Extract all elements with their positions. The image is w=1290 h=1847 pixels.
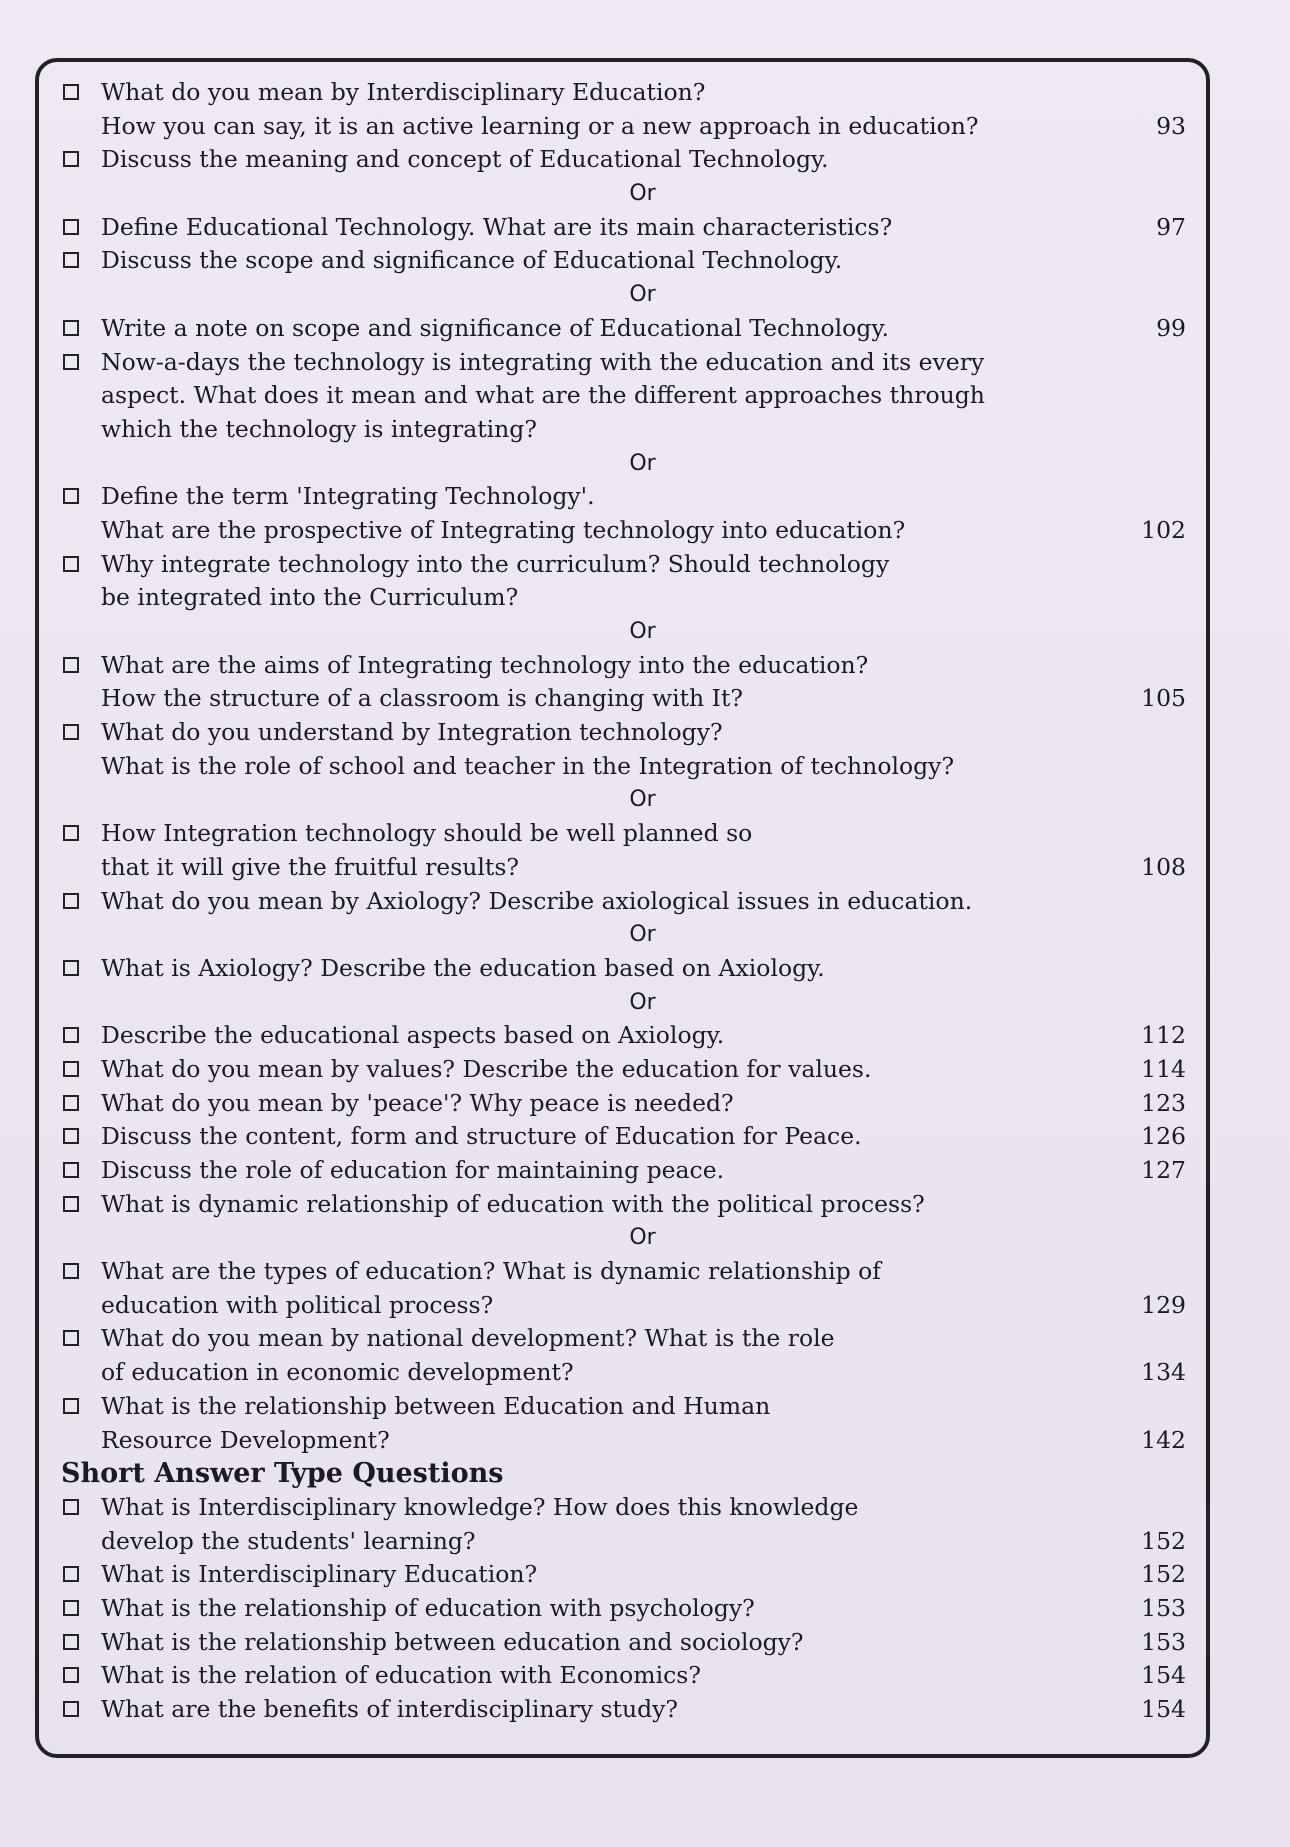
checkbox-square-icon: [63, 1566, 79, 1582]
toc-page-number: 112: [1141, 1021, 1186, 1050]
or-separator: Or: [629, 450, 656, 476]
toc-question-row: [59, 885, 1186, 919]
checkbox-square-icon: [63, 84, 79, 100]
toc-continuation-row: [59, 851, 1186, 885]
toc-question-row: [59, 244, 1186, 278]
toc-question-row: [59, 716, 1186, 750]
toc-entry-text: What do you mean by national development? What is the role: [101, 1324, 835, 1353]
toc-question-row: [59, 1626, 1186, 1660]
section-heading-short-answer: Short Answer Type Questions: [61, 1458, 504, 1490]
toc-question-row: [59, 1120, 1186, 1154]
checkbox-square-icon: [63, 1128, 79, 1144]
contents-frame: [35, 58, 1210, 1758]
toc-entry-text: What are the aims of Integrating technology into the education?: [101, 650, 869, 679]
toc-question-row: [59, 1154, 1186, 1188]
checkbox-square-icon: [63, 1398, 79, 1414]
toc-continuation-row: [59, 682, 1186, 716]
toc-question-row: [59, 952, 1186, 986]
checkbox-square-icon: [63, 1634, 79, 1650]
checkbox-square-icon: [63, 825, 79, 841]
checkbox-square-icon: [63, 556, 79, 572]
contents-list: [59, 76, 1186, 1727]
or-separator: Or: [629, 282, 656, 308]
toc-page-number: 114: [1141, 1054, 1186, 1083]
toc-entry-text: Define Educational Technology. What are its main characteristics?: [101, 212, 893, 241]
toc-continuation-row: [59, 1289, 1186, 1323]
checkbox-square-icon: [63, 960, 79, 976]
toc-page-number: 102: [1141, 515, 1186, 544]
or-separator: Or: [629, 989, 656, 1015]
toc-question-row: [59, 346, 1186, 380]
toc-question-row: [59, 1659, 1186, 1693]
toc-entry-text: What do you mean by 'peace'? Why peace is needed?: [101, 1088, 734, 1117]
toc-entry-text: What is dynamic relationship of education with the political process?: [101, 1189, 925, 1218]
toc-entry-text: which the technology is integrating?: [101, 414, 537, 443]
toc-question-row: [59, 76, 1186, 110]
toc-entry-text: What is the relationship between Education and Human: [101, 1391, 771, 1420]
toc-question-row: [59, 1491, 1186, 1525]
toc-continuation-row: [59, 379, 1186, 413]
checkbox-square-icon: [63, 724, 79, 740]
toc-entry-text: of education in economic development?: [101, 1358, 574, 1387]
toc-page-number: 142: [1141, 1425, 1186, 1454]
toc-page-number: 99: [1156, 313, 1186, 342]
checkbox-square-icon: [63, 1027, 79, 1043]
toc-question-row: [59, 480, 1186, 514]
toc-entry-text: What do you mean by Axiology? Describe axiological issues in education.: [101, 886, 973, 915]
toc-entry-text: Discuss the scope and significance of Educational Technology.: [101, 246, 843, 275]
toc-entry-text: What is the relationship between education and sociology?: [101, 1627, 804, 1656]
toc-continuation-row: [59, 750, 1186, 784]
toc-entry-text: What is the relation of education with Economics?: [101, 1661, 701, 1690]
checkbox-square-icon: [63, 151, 79, 167]
toc-page-number: 127: [1141, 1156, 1186, 1184]
toc-continuation-row: [59, 581, 1186, 615]
toc-question-row: [59, 1255, 1186, 1289]
toc-entry-text: What are the types of education? What is dynamic relationship of: [101, 1257, 882, 1286]
toc-page-number: 152: [1141, 1560, 1186, 1589]
checkbox-square-icon: [63, 1196, 79, 1212]
toc-question-row: [59, 1188, 1186, 1222]
or-separator: Or: [629, 922, 656, 948]
toc-entry-text: What is Interdisciplinary knowledge? How does this knowledge: [101, 1492, 859, 1521]
toc-question-row: [59, 1592, 1186, 1626]
toc-question-row: [59, 548, 1186, 582]
toc-entry-text: develop the students' learning?: [101, 1526, 476, 1555]
toc-entry-text: Discuss the role of education for maintaining peace.: [101, 1156, 725, 1184]
toc-question-row: [59, 649, 1186, 683]
toc-continuation-row: [59, 110, 1186, 144]
toc-page-number: 126: [1141, 1122, 1186, 1151]
toc-continuation-row: [59, 413, 1186, 447]
toc-entry-text: What do you understand by Integration technology?: [101, 718, 723, 747]
toc-entry-text: What do you mean by values? Describe the education for values.: [101, 1054, 872, 1083]
toc-page-number: 93: [1156, 111, 1186, 140]
toc-entry-text: What are the benefits of interdisciplinary study?: [101, 1695, 679, 1723]
checkbox-square-icon: [63, 354, 79, 370]
toc-question-row: [59, 1053, 1186, 1087]
checkbox-square-icon: [63, 1499, 79, 1515]
toc-entry-text: aspect. What does it mean and what are the different approaches through: [101, 381, 985, 410]
toc-entry-text: What is the relationship of education with psychology?: [101, 1593, 755, 1622]
toc-entry-text: that it will give the fruitful results?: [101, 852, 520, 881]
toc-entry-text: Why integrate technology into the curriculum? Should technology: [101, 549, 890, 578]
or-separator: Or: [629, 619, 656, 644]
toc-question-row: [59, 1390, 1186, 1424]
toc-page-number: 108: [1141, 852, 1186, 881]
toc-page-number: 129: [1141, 1290, 1186, 1319]
checkbox-square-icon: [63, 1263, 79, 1279]
toc-page-number: 105: [1141, 684, 1186, 713]
toc-continuation-row: [59, 514, 1186, 548]
checkbox-square-icon: [63, 1061, 79, 1077]
toc-question-row: [59, 817, 1186, 851]
toc-entry-text: What do you mean by Interdisciplinary Education?: [101, 78, 706, 106]
toc-page-number: 123: [1141, 1088, 1186, 1117]
toc-page-number: 154: [1141, 1661, 1186, 1690]
toc-page-number: 154: [1141, 1695, 1186, 1723]
toc-page-number: 152: [1141, 1526, 1186, 1555]
toc-entry-text: What is Axiology? Describe the education based on Axiology.: [101, 953, 825, 982]
checkbox-square-icon: [63, 219, 79, 235]
checkbox-square-icon: [63, 1667, 79, 1683]
checkbox-square-icon: [63, 1330, 79, 1346]
toc-entry-text: education with political process?: [101, 1290, 494, 1319]
toc-entry-text: How Integration technology should be well planned so: [101, 819, 753, 848]
toc-entry-text: How the structure of a classroom is changing with It?: [101, 684, 743, 713]
checkbox-square-icon: [63, 657, 79, 673]
or-separator: Or: [629, 787, 656, 813]
toc-entry-text: Write a note on scope and significance of Educational Technology.: [101, 313, 889, 342]
toc-continuation-row: [59, 1356, 1186, 1390]
toc-entry-text: Discuss the content, form and structure of Education for Peace.: [101, 1122, 862, 1151]
toc-question-row: [59, 312, 1186, 346]
toc-question-row: [59, 211, 1186, 245]
toc-entry-text: What are the prospective of Integrating technology into education?: [101, 515, 906, 544]
checkbox-square-icon: [63, 488, 79, 504]
toc-page-number: 153: [1141, 1593, 1186, 1622]
toc-page-number: 134: [1141, 1358, 1186, 1387]
toc-entry-text: Resource Development?: [101, 1425, 390, 1454]
toc-entry-text: Discuss the meaning and concept of Educational Technology.: [101, 145, 829, 174]
toc-entry-text: Describe the educational aspects based on Axiology.: [101, 1021, 725, 1050]
checkbox-square-icon: [63, 1600, 79, 1616]
toc-entry-text: What is Interdisciplinary Education?: [101, 1560, 538, 1589]
toc-question-row: [59, 143, 1186, 177]
toc-question-row: [59, 1019, 1186, 1053]
toc-continuation-row: [59, 1424, 1186, 1458]
toc-question-row: [59, 1322, 1186, 1356]
toc-entry-text: Define the term 'Integrating Technology'.: [101, 482, 595, 511]
toc-page-number: 97: [1156, 212, 1186, 241]
checkbox-square-icon: [63, 893, 79, 909]
toc-entry-text: What is the role of school and teacher in the Integration of technology?: [101, 751, 955, 780]
toc-page-number: 153: [1141, 1627, 1186, 1656]
toc-question-row: [59, 1087, 1186, 1121]
toc-entry-text: How you can say, it is an active learning or a new approach in education?: [101, 111, 979, 140]
toc-continuation-row: [59, 1525, 1186, 1559]
checkbox-square-icon: [63, 320, 79, 336]
toc-entry-text: be integrated into the Curriculum?: [101, 583, 519, 612]
toc-question-row: [59, 1558, 1186, 1592]
or-separator: Or: [629, 1225, 656, 1251]
checkbox-square-icon: [63, 1095, 79, 1111]
checkbox-square-icon: [63, 1701, 79, 1717]
toc-question-row: [59, 1693, 1186, 1727]
checkbox-square-icon: [63, 252, 79, 268]
toc-entry-text: Now-a-days the technology is integrating with the education and its every: [101, 347, 985, 376]
or-separator: Or: [629, 181, 656, 207]
checkbox-square-icon: [63, 1162, 79, 1178]
